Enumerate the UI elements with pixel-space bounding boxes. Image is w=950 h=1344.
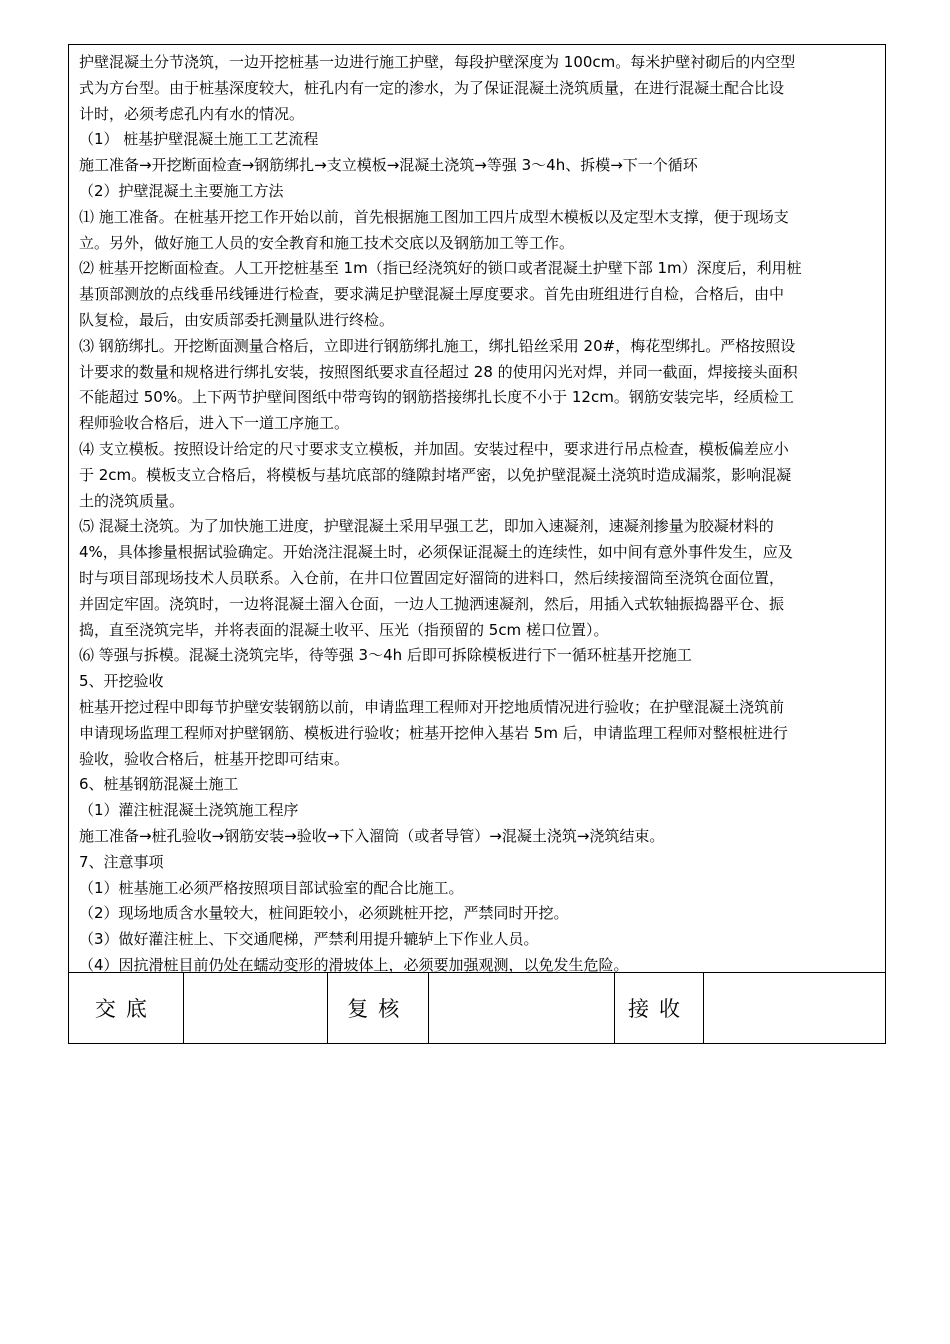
- handover-label: 交底: [69, 973, 184, 1043]
- text-line: ⑸ 混凝土浇筑。为了加快施工进度，护壁混凝土采用早强工艺，即加入速凝剂，速凝剂掺量为胶凝材料的: [79, 517, 774, 536]
- content-cell: [68, 44, 886, 972]
- receive-label: 接收: [615, 973, 705, 1043]
- text-line: 时与项目部现场技术人员联系。入仓前，在井口位置固定好溜筒的进料口，然后续接溜筒至浇筑仓面位置，: [79, 568, 785, 587]
- text-line: 不能超过 50%。上下两节护壁间图纸中带弯钩的钢筋搭接绑扎长度不小于 12cm。钢筋安装完毕，经质检工: [79, 388, 794, 407]
- section-heading: 5、开挖验收: [79, 672, 164, 691]
- text-line: 桩基开挖过程中即每节护壁安装钢筋以前，申请监理工程师对开挖地质情况进行验收；在护壁混凝土浇筑前: [79, 697, 785, 716]
- text-line: 土的浇筑质量。: [79, 491, 185, 510]
- text-line: 程师验收合格后，进入下一道工序施工。: [79, 414, 350, 433]
- review-label: 复核: [328, 973, 429, 1043]
- text-line: 验收，验收合格后，桩基开挖即可结束。: [79, 749, 350, 768]
- text-line: 基顶部测放的点线垂吊线锤进行检查，要求满足护壁混凝土厚度要求。首先由班组进行自检，合格后，由中: [79, 285, 785, 304]
- text-line: （1）桩基施工必须严格按照项目部试验室的配合比施工。: [79, 878, 464, 897]
- text-line: 施工准备→桩孔验收→钢筋安装→验收→下入溜筒（或者导管）→混凝土浇筑→浇筑结束。: [79, 826, 665, 845]
- text-line: （4）因抗滑桩目前仍处在蠕动变形的滑坡体上，必须要加强观测，以免发生危险。: [79, 955, 629, 974]
- text-line: 式为方台型。由于桩基深度较大，桩孔内有一定的渗水，为了保证混凝土浇筑质量，在进行混凝土配合比设: [79, 78, 785, 97]
- section-heading: （2）护壁混凝土主要施工方法: [79, 181, 284, 200]
- text-line: （2）现场地质含水量较大，桩间距较小，必须跳桩开挖，严禁同时开挖。: [79, 904, 569, 923]
- section-heading: （1）灌注桩混凝土浇筑施工程序: [79, 801, 299, 820]
- section-heading: 6、桩基钢筋混凝土施工: [79, 775, 239, 794]
- text-line: 立。另外，做好施工人员的安全教育和施工技术交底以及钢筋加工等工作。: [79, 233, 575, 252]
- text-line: ⑹ 等强与拆模。混凝土浇筑完毕，待等强 3～4h 后即可拆除模板进行下一循环桩基开挖施工: [79, 646, 692, 665]
- text-line: 捣，直至浇筑完毕，并将表面的混凝土收平、压光（指预留的 5cm 槎口位置）。: [79, 620, 609, 639]
- text-line: 申请现场监理工程师对护壁钢筋、模板进行验收；桩基开挖伸入基岩 5m 后，申请监理工程师对整根桩进行: [79, 723, 788, 742]
- text-line: 4%，具体掺量根据试验确定。开始浇注混凝土时，必须保证混凝土的连续性，如中间有意外事件发生，应及: [79, 543, 793, 562]
- review-signature-field[interactable]: [429, 973, 615, 1043]
- text-line: 计要求的数量和规格进行绑扎安装，按照图纸要求直径超过 28 的使用闪光对焊，并同一截面，焊接接头面积: [79, 362, 798, 381]
- text-line: ⑴ 施工准备。在桩基开挖工作开始以前，首先根据施工图加工四片成型木模板以及定型木支撑，便于现场支: [79, 207, 789, 226]
- text-line: 于 2cm。模板支立合格后，将模板与基坑底部的缝隙封堵严密，以免护壁混凝土浇筑时造成漏浆，影响混凝: [79, 465, 792, 484]
- section-heading: 7、注意事项: [79, 852, 164, 871]
- text-line: ⑵ 桩基开挖断面检查。人工开挖桩基至 1m（指已经浇筑好的锁口或者混凝土护壁下部 1m）深度后，利用桩: [79, 259, 802, 278]
- text-line: 施工准备→开挖断面检查→钢筋绑扎→支立模板→混凝土浇筑→等强 3～4h、拆模→下一个循环: [79, 156, 698, 175]
- text-line: 计时，必须考虑孔内有水的情况。: [79, 104, 305, 123]
- text-line: 并固定牢固。浇筑时，一边将混凝土溜入仓面，一边人工抛洒速凝剂，然后，用插入式软轴振捣器平仓、振: [79, 594, 785, 613]
- handover-signature-field[interactable]: [184, 973, 329, 1043]
- document-sheet: [68, 44, 886, 1044]
- text-line: 队复检，最后，由安质部委托测量队进行终检。: [79, 310, 395, 329]
- section-heading: （1） 桩基护壁混凝土施工工艺流程: [79, 130, 319, 149]
- text-line: 护壁混凝土分节浇筑，一边开挖桩基一边进行施工护壁，每段护壁深度为 100cm。每米护壁衬砌后的内空型: [79, 53, 796, 71]
- text-line: （3）做好灌注桩上、下交通爬梯，严禁利用提升辘轳上下作业人员。: [79, 930, 539, 949]
- text-line: ⑷ 支立模板。按照设计给定的尺寸要求支立模板，并加固。安装过程中，要求进行吊点检查，模板偏差应小: [79, 439, 789, 458]
- text-line: ⑶ 钢筋绑扎。开挖断面测量合格后，立即进行钢筋绑扎施工，绑扎铅丝采用 20#，梅花型绑扎。严格按照设: [79, 336, 796, 355]
- receive-signature-field[interactable]: [704, 973, 885, 1043]
- signoff-row: [68, 972, 886, 1044]
